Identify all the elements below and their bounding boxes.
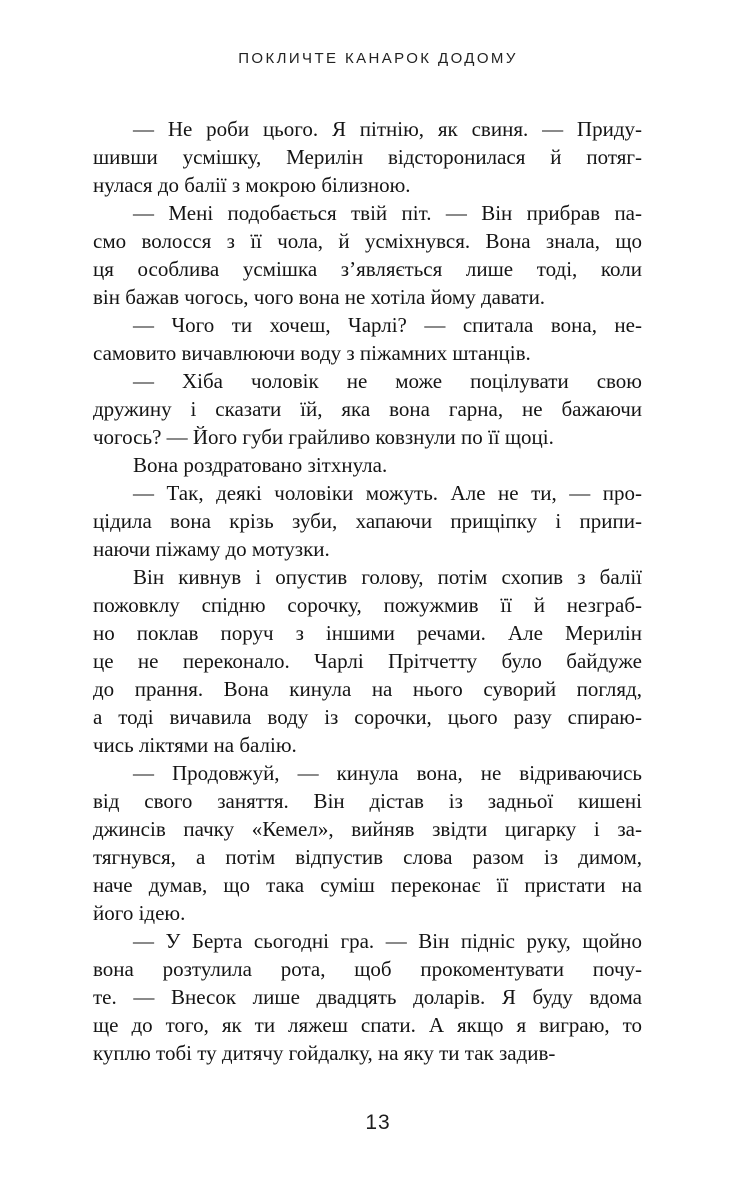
running-head: ПОКЛИЧТЕ КАНАРОК ДОДОМУ bbox=[238, 50, 518, 67]
text-line: самовито вичавлюючи воду з піжамних штанців. bbox=[93, 341, 531, 365]
text-line: Він кивнув і опустив голову, потім схопив з балії bbox=[133, 565, 642, 589]
paragraph bbox=[93, 479, 642, 563]
text-line: Вона роздратовано зітхнула. bbox=[133, 453, 388, 477]
paragraph bbox=[93, 115, 642, 199]
paragraph bbox=[93, 311, 642, 367]
text-line: — Мені подобається твій піт. — Він прибрав па- bbox=[133, 201, 642, 225]
text-line: ще до того, як ти ляжеш спати. А якщо я виграю, то bbox=[93, 1013, 642, 1037]
text-line: джинсів пачку «Кемел», вийняв звідти цигарку і за- bbox=[93, 817, 642, 841]
text-line: а тоді вичавила воду із сорочки, цього разу спираю- bbox=[93, 705, 642, 729]
text-line: ця особлива усмішка з’являється лише тоді, коли bbox=[93, 257, 642, 281]
text-line: чись ліктями на балію. bbox=[93, 733, 297, 757]
paragraph bbox=[93, 927, 642, 1067]
text-line: чогось? — Його губи грайливо ковзнули по її щоці. bbox=[93, 425, 554, 449]
text-line: — Продовжуй, — кинула вона, не відриваючись bbox=[133, 761, 642, 785]
paragraph bbox=[93, 199, 642, 311]
text-line: те. — Внесок лише двадцять доларів. Я буду вдома bbox=[93, 985, 642, 1009]
text-line: — Так, деякі чоловіки можуть. Але не ти, — про- bbox=[133, 481, 642, 505]
text-line: но поклав поруч з іншими речами. Але Мерилін bbox=[93, 621, 642, 645]
text-line: пожовклу спідню сорочку, пожужмив її й незграб- bbox=[93, 593, 642, 617]
text-line: цідила вона крізь зуби, хапаючи прищіпку і припи- bbox=[93, 509, 642, 533]
text-line: — Чого ти хочеш, Чарлі? — спитала вона, не- bbox=[133, 313, 642, 337]
text-line: — Хіба чоловік не може поцілувати свою bbox=[133, 369, 642, 393]
text-line: дружину і сказати їй, яка вона гарна, не бажаючи bbox=[93, 397, 642, 421]
text-block bbox=[93, 115, 642, 1067]
text-line: шивши усмішку, Мерилін відсторонилася й потяг- bbox=[93, 145, 642, 169]
paragraph bbox=[93, 367, 642, 451]
text-line: це не переконало. Чарлі Прітчетту було байдуже bbox=[93, 649, 642, 673]
text-line: наче думав, що така суміш переконає її пристати на bbox=[93, 873, 642, 897]
text-line: вона розтулила рота, щоб прокоментувати почу- bbox=[93, 957, 642, 981]
paragraph bbox=[93, 759, 642, 927]
text-line: смо волосся з її чола, й усміхнувся. Вона знала, що bbox=[93, 229, 642, 253]
text-line: від свого заняття. Він дістав із задньої кишені bbox=[93, 789, 642, 813]
text-line: куплю тобі ту дитячу гойдалку, на яку ти так задив- bbox=[93, 1041, 556, 1065]
text-line: його ідею. bbox=[93, 901, 186, 925]
text-line: він бажав чогось, чого вона не хотіла йому давати. bbox=[93, 285, 546, 309]
text-line: — У Берта сьогодні гра. — Він підніс руку, щойно bbox=[133, 929, 642, 953]
text-line: наючи піжаму до мотузки. bbox=[93, 537, 330, 561]
text-line: до прання. Вона кинула на нього суворий погляд, bbox=[93, 677, 642, 701]
text-line: нулася до балії з мокрою білизною. bbox=[93, 173, 411, 197]
paragraph bbox=[93, 563, 642, 759]
text-line: тягнувся, а потім відпустив слова разом із димом, bbox=[93, 845, 642, 869]
page-number: 13 bbox=[365, 1111, 391, 1134]
text-line: — Не роби цього. Я пітнію, як свиня. — Приду- bbox=[133, 117, 642, 141]
paragraph bbox=[93, 451, 642, 479]
